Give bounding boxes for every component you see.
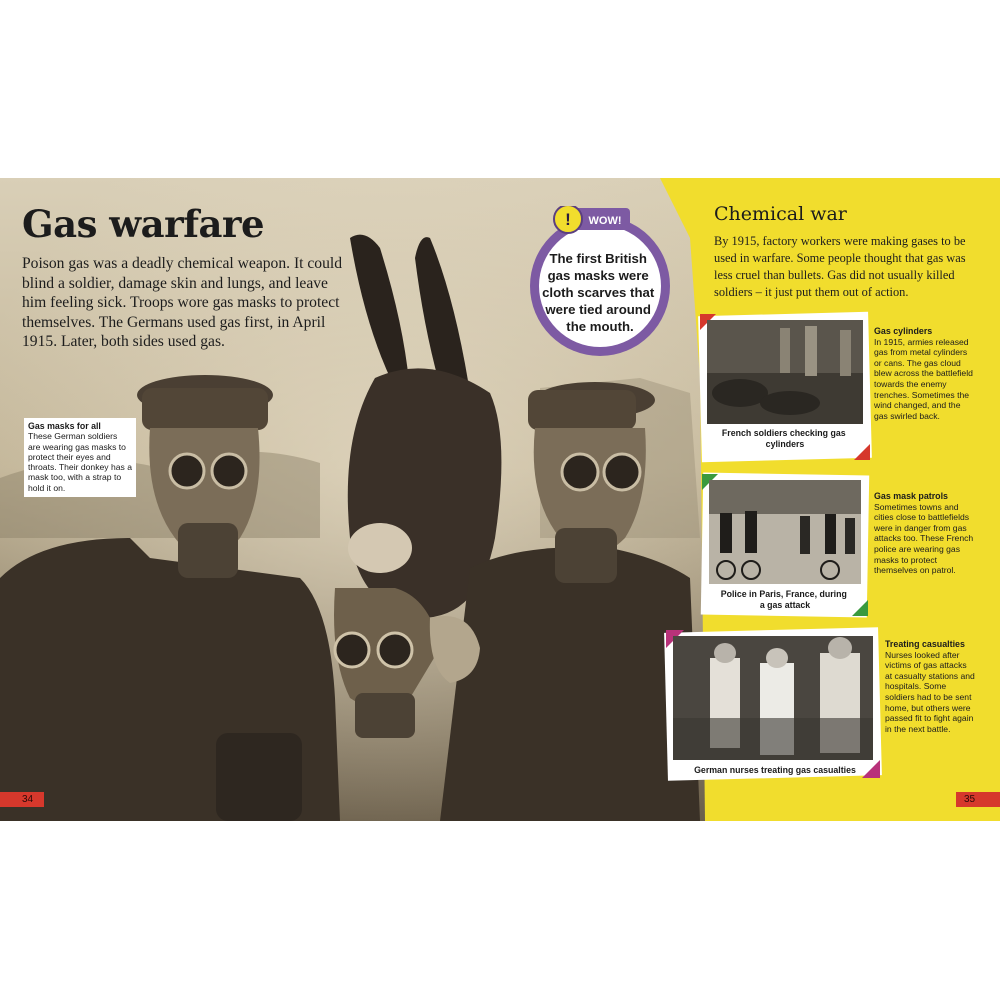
side-caption-patrols [874,491,974,576]
section-body: By 1915, factory workers were making gases to be used in warfare. Some people thought that gas was less cruel than bullets. Gas did not usually killed soldiers – it just put them out of action. [714,234,966,299]
side-caption-text: Sometimes towns and cities close to battlefields were in danger from gas attacks too. These French police are wearing gas masks to protect themselves on patrol. [874,501,974,576]
wow-line: The first British [549,251,647,266]
page-title: Gas warfare [22,202,265,246]
caption-text: These German soldiers are wearing gas masks to protect their eyes and throats. Their donkey has a mask too, with a strap to hold it on. [28,431,132,493]
section-title: Chemical war [714,203,847,225]
photo-caption: French soldiers checking gas cylinders [721,428,846,449]
photo-caption: Police in Paris, France, during a gas attack [720,589,847,610]
wow-badge-label: WOW! [588,215,622,227]
caption-heading: Gas masks for all [28,421,101,431]
side-caption-cylinders [874,326,974,421]
wow-line: were tied around [545,302,651,317]
book-spread [0,178,1000,821]
page-number-right: 35 [956,792,1000,807]
photo-card-police [701,473,869,618]
side-caption-heading: Gas cylinders [874,326,933,336]
side-caption-heading: Treating casualties [885,639,965,649]
photo-card-cylinders [698,312,872,462]
photo-card-nurses [664,627,882,781]
wow-line: gas masks were [547,268,649,283]
side-caption-casualties [885,639,975,734]
wow-line: the mouth. [566,319,634,334]
side-caption-heading: Gas mask patrols [874,491,948,501]
side-caption-text: In 1915, armies released gas from metal cylinders or cans. The gas cloud blew across the battlefield towards the enemy trenches. Sometimes the wind changed, and the gas swirled back. [874,336,973,421]
side-caption-text: Nurses looked after victims of gas attacks at casualty stations and hospitals. Some soldiers had to be sent home, but others were passed fit to fight again in the next battle. [885,649,975,734]
page-number-left: 34 [0,792,44,807]
photo-caption: German nurses treating gas casualties [694,765,856,775]
svg-text:!: ! [565,210,571,229]
wow-line: cloth scarves that [542,285,655,300]
intro-paragraph: Poison gas was a deadly chemical weapon. It could blind a soldier, damage skin and lungs, and leave him feeling sick. Troops wore gas masks to protect themselves. The Germans used gas first, in April 1915. Later, both sides used gas. [22,255,343,351]
photo-cards [0,178,1000,821]
